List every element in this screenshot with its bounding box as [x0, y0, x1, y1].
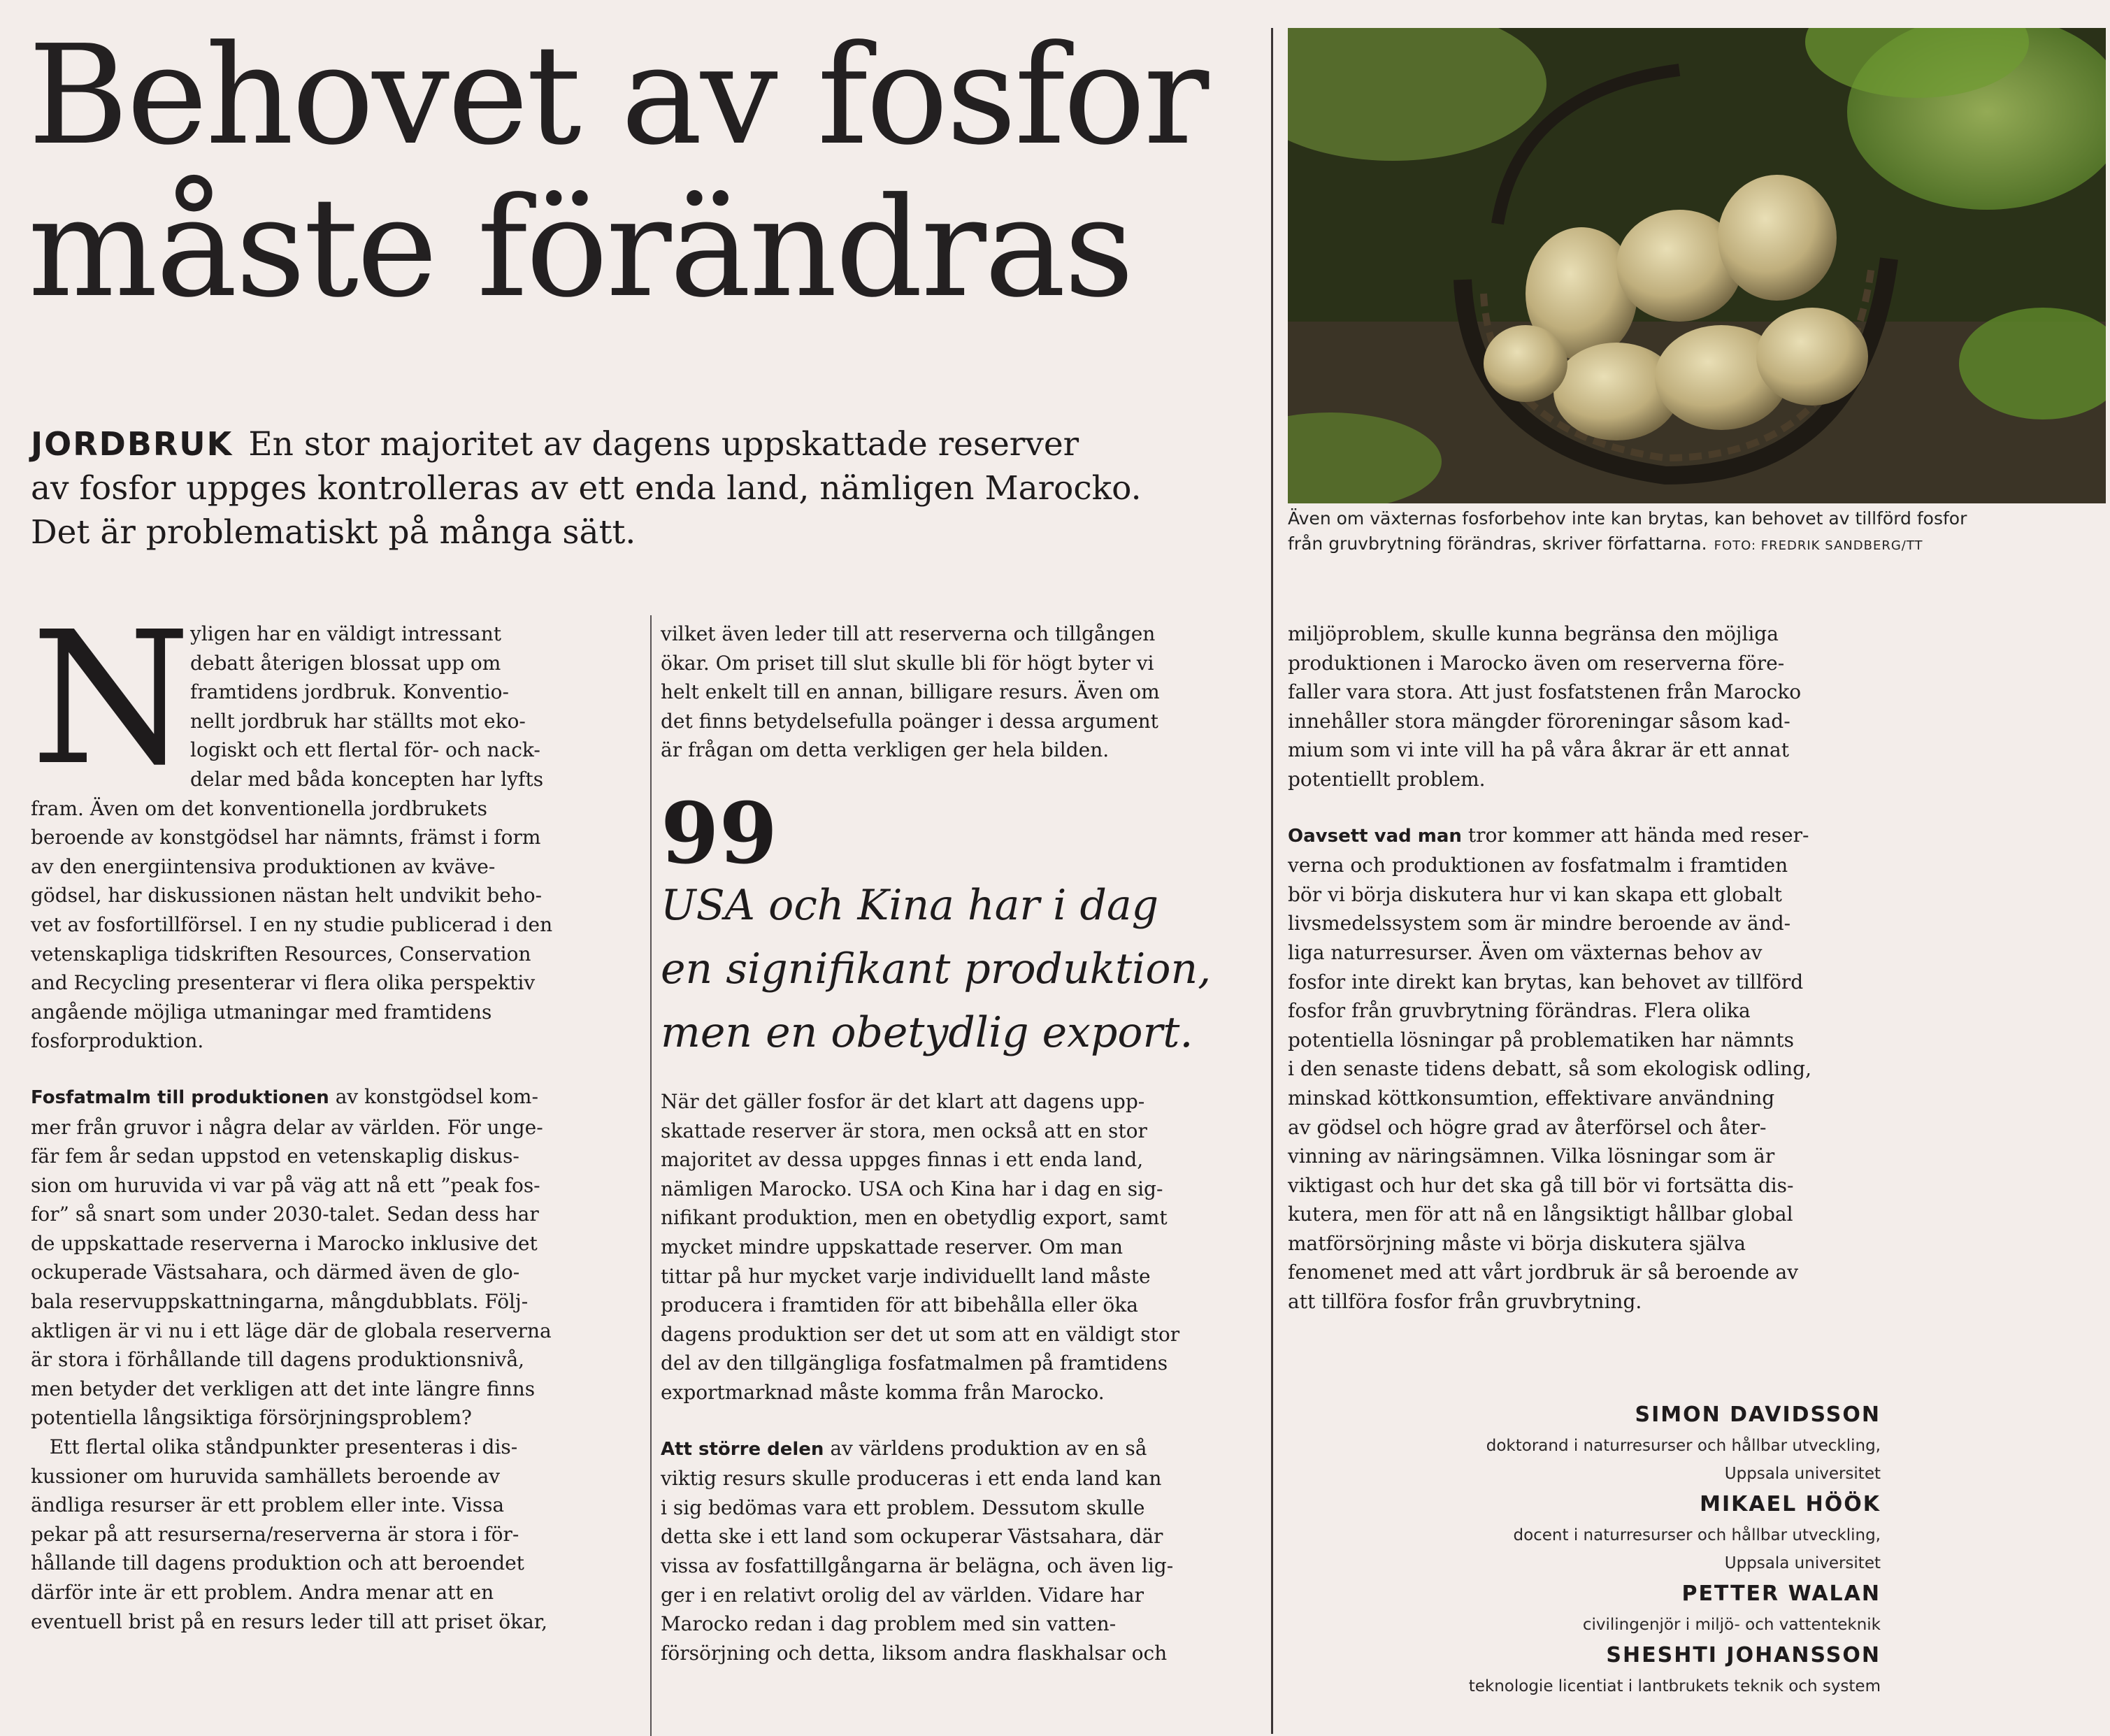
body-line: produktionen i Marocko även om reserverna före- — [1288, 651, 1785, 675]
body-line: producera i framtiden för att bibehålla eller öka — [661, 1293, 1138, 1317]
body-line: del av den tillgängliga fosfatmalmen på framtidens — [661, 1351, 1168, 1375]
body-line: ockuperade Västsahara, och därmed även de glo- — [31, 1261, 520, 1284]
body-line: bala reservuppskattningarna, mångdubblats. Följ- — [31, 1290, 529, 1314]
body-line: vissa av fosfattillgångarna är belägna, och även lig- — [661, 1554, 1174, 1577]
quote-line: USA och Kina har i dag — [661, 881, 1159, 930]
body-line: delar med båda koncepten har lyfts — [190, 767, 544, 791]
body-text: av konstgödsel kom- — [329, 1084, 538, 1108]
author-affiliation: Uppsala universitet — [1724, 1554, 1881, 1572]
body-line: kutera, men för att nå en långsiktigt hållbar global — [1288, 1203, 1793, 1226]
body-line: logiskt och ett flertal för- och nack- — [190, 738, 540, 762]
caption-line: Även om växternas fosforbehov inte kan brytas, kan behovet av tillförd fosfor — [1288, 508, 1967, 529]
body-line: kussioner om huruvida samhällets beroende av — [31, 1464, 501, 1488]
body-line: de uppskattade reserverna i Marocko inklusive det — [31, 1231, 538, 1255]
body-line: viktigast och hur det ska gå till bör vi fortsätta dis- — [1288, 1173, 1794, 1197]
pull-quote-mark: 99 — [661, 784, 777, 883]
body-line: and Recycling presenterar vi flera olika perspektiv — [31, 971, 536, 995]
body-line: fosfor inte direkt kan brytas, kan behovet av tillförd — [1288, 970, 1804, 993]
body-line — [1288, 821, 1903, 852]
body-line: dagens produktion ser det ut som att en väldigt stor — [661, 1322, 1180, 1346]
body-line — [661, 1434, 1262, 1465]
body-line: miljöproblem, skulle kunna begränsa den möjliga — [1288, 622, 1779, 645]
body-line: vilket även leder till att reserverna och tillgången — [661, 622, 1156, 645]
body-line: nifikant produktion, men en obetydlig export, samt — [661, 1206, 1168, 1230]
headline — [28, 16, 1272, 328]
body-line: av gödsel och högre grad av återförsel och åter- — [1288, 1115, 1767, 1139]
body-line: det finns betydelsefulla poänger i dessa argument — [661, 709, 1158, 733]
body-line: vinning av näringsämnen. Vilka lösningar som är — [1288, 1145, 1775, 1168]
body-line: nellt jordbruk har ställts mot eko- — [190, 709, 526, 733]
article-photo — [1288, 28, 2106, 503]
article-column-2-body — [661, 1087, 1262, 1667]
body-line: innehåller stora mängder föroreningar såsom kad- — [1288, 709, 1790, 733]
body-line: tittar på hur mycket varje individuellt land måste — [661, 1264, 1151, 1288]
body-line: När det gäller fosfor är det klart att dagens upp- — [661, 1090, 1145, 1113]
paragraph — [661, 1434, 1262, 1668]
body-line: att tillföra fosfor från gruvbrytning. — [1288, 1290, 1642, 1314]
article-column-2 — [661, 619, 1262, 765]
body-line: minskad köttkonsumtion, effektivare användning — [1288, 1086, 1775, 1110]
pull-quote — [661, 874, 1262, 1065]
author-name: SHESHTI JOHANSSON — [1606, 1643, 1881, 1667]
headline-line: måste förändras — [28, 168, 1133, 328]
article-column-1 — [31, 592, 632, 1636]
headline-line: Behovet av fosfor — [28, 16, 1207, 175]
caption-line — [1288, 531, 2106, 559]
ingress-line: Det är problematiskt på många sätt. — [31, 513, 636, 552]
body-line: nämligen Marocko. USA och Kina har i dag en sig- — [661, 1177, 1163, 1200]
photo-credit: FOTO: FREDRIK SANDBERG/TT — [1714, 538, 1923, 553]
paragraph — [661, 1087, 1262, 1407]
author-title: docent i naturresurser och hållbar utveckling, — [1513, 1526, 1881, 1544]
body-line: skattade reserver är stora, men också att en stor — [661, 1119, 1147, 1142]
paragraph — [1288, 619, 1903, 794]
paragraph — [1288, 821, 1903, 1317]
column-divider — [1271, 28, 1273, 1734]
author-title: doktorand i naturresurser och hållbar utveckling, — [1486, 1437, 1881, 1455]
ingress — [31, 422, 1233, 554]
body-line: men betyder det verkligen att det inte längre finns — [31, 1377, 536, 1400]
section-kicker: JORDBRUK — [31, 425, 234, 463]
body-line: gödsel, har diskussionen nästan helt undvikit beho- — [31, 884, 543, 908]
drop-cap: N — [31, 592, 192, 805]
body-line: fenomenet med att vårt jordbruk är så beroende av — [1288, 1261, 1799, 1284]
body-line: mium som vi inte vill ha på våra åkrar är ett annat — [1288, 738, 1789, 762]
body-line: fosfor från gruvbrytning förändras. Flera olika — [1288, 999, 1751, 1023]
body-line: fär fem år sedan uppstod en vetenskaplig diskus- — [31, 1145, 519, 1168]
body-line: viktig resurs skulle produceras i ett enda land kan — [661, 1467, 1162, 1491]
body-line: av den energiintensiva produktionen av kväve- — [31, 854, 496, 878]
paragraph-lead: Oavsett vad man — [1288, 825, 1462, 847]
paragraph — [31, 1082, 632, 1636]
body-line: i sig bedömas vara ett problem. Dessutom skulle — [661, 1495, 1145, 1519]
body-line: vetenskapliga tidskriften Resources, Conservation — [31, 942, 531, 966]
body-line: exportmarknad måste komma från Marocko. — [661, 1380, 1105, 1404]
body-line: Marocko redan i dag problem med sin vatten- — [661, 1612, 1117, 1636]
body-line: mer från gruvor i några delar av världen. För unge- — [31, 1115, 543, 1139]
body-line: debatt återigen blossat upp om — [190, 651, 501, 675]
body-line: försörjning och detta, liksom andra flaskhalsar och — [661, 1641, 1168, 1665]
quote-line: men en obetydlig export. — [661, 1008, 1193, 1057]
ingress-line: av fosfor uppges kontrolleras av ett enda land, nämligen Marocko. — [31, 469, 1142, 508]
photo-caption — [1288, 506, 2106, 559]
body-line: bör vi börja diskutera hur vi kan skapa ett globalt — [1288, 882, 1782, 906]
body-line: for” så snart som under 2030-talet. Sedan dess har — [31, 1203, 539, 1226]
author-signature — [1286, 1577, 1881, 1639]
body-line: aktligen är vi nu i ett läge där de globala reserverna — [31, 1319, 552, 1342]
body-line: pekar på att resurserna/reserverna är stora i för- — [31, 1522, 519, 1546]
body-line: ger i en relativt orolig del av världen. Vidare har — [661, 1583, 1144, 1607]
body-line: ändliga resurser är ett problem eller inte. Vissa — [31, 1493, 505, 1517]
paragraph — [31, 794, 632, 1056]
body-line: potentiella lösningar på problematiken har nämnts — [1288, 1028, 1795, 1052]
paragraph-gap — [1288, 794, 1903, 821]
body-line: potentiella långsiktiga försörjningsproblem? — [31, 1406, 472, 1430]
body-line: fram. Även om det konventionella jordbrukets — [31, 796, 487, 820]
body-line: angående möjliga utmaningar med framtidens — [31, 1000, 492, 1024]
body-line: livsmedelssystem som är mindre beroende av änd- — [1288, 912, 1791, 935]
dropcap-block — [31, 592, 632, 805]
body-line: matförsörjning måste vi börja diskutera själva — [1288, 1231, 1746, 1255]
body-line: fosforproduktion. — [31, 1029, 204, 1053]
body-line: liga naturresurser. Även om växternas behov av — [1288, 940, 1763, 964]
body-text: tror kommer att hända med reser- — [1461, 823, 1809, 847]
body-line: mycket mindre uppskattade reserver. Om man — [661, 1235, 1124, 1258]
column-divider — [650, 615, 652, 1736]
body-line: detta ske i ett land som ockuperar Västsahara, där — [661, 1525, 1163, 1549]
body-line: yligen har en väldigt intressant — [190, 622, 502, 645]
body-line: majoritet av dessa uppges finnas i ett enda land, — [661, 1148, 1144, 1172]
paragraph-lead: Att större delen — [661, 1438, 824, 1460]
quote-line: en signifikant produktion, — [661, 945, 1212, 993]
body-line: ökar. Om priset till slut skulle bli för högt byter vi — [661, 651, 1154, 675]
body-line: beroende av konstgödsel har nämnts, främst i form — [31, 826, 541, 849]
body-line: verna och produktionen av fosfatmalm i framtiden — [1288, 854, 1788, 877]
caption-text: från gruvbrytning förändras, skriver författarna. — [1288, 533, 1707, 554]
paragraph-lead: Fosfatmalm till produktionen — [31, 1086, 329, 1108]
body-line: vet av fosfortillförsel. I en ny studie publicerad i den — [31, 912, 553, 936]
body-line: faller vara stora. Att just fosfatstenen från Marocko — [1288, 680, 1802, 704]
body-line: framtidens jordbruk. Konventio- — [190, 680, 509, 704]
author-title: teknologie licentiat i lantbrukets teknik och system — [1468, 1677, 1881, 1695]
author-name: MIKAEL HÖÖK — [1700, 1492, 1881, 1516]
paragraph-gap — [661, 1407, 1262, 1434]
paragraph-gap — [31, 1056, 632, 1082]
author-name: SIMON DAVIDSSON — [1635, 1403, 1881, 1427]
body-line: eventuell brist på en resurs leder till att priset ökar, — [31, 1609, 547, 1633]
body-line: Ett flertal olika ståndpunkter presenteras i dis- — [31, 1435, 518, 1459]
author-signature — [1286, 1488, 1881, 1577]
body-line — [31, 1082, 632, 1113]
author-affiliation: Uppsala universitet — [1724, 1465, 1881, 1483]
author-name: PETTER WALAN — [1681, 1581, 1881, 1606]
potato-basket-illustration — [1288, 28, 2106, 503]
body-line: hållande till dagens produktion och att beroendet — [31, 1551, 524, 1575]
ingress-text: En stor majoritet av dagens uppskattade reserver — [248, 425, 1079, 464]
body-line: i den senaste tidens debatt, så som ekologisk odling, — [1288, 1057, 1811, 1081]
ingress-line — [31, 422, 1233, 466]
body-text: av världens produktion av en så — [824, 1436, 1147, 1460]
body-line: potentiellt problem. — [1288, 767, 1486, 791]
body-line: helt enkelt till en annan, billigare resurs. Även om — [661, 680, 1160, 704]
author-signature — [1286, 1398, 1881, 1488]
body-line: är stora i förhållande till dagens produktionsnivå, — [31, 1348, 525, 1372]
body-line: sion om huruvida vi var på väg att nå ett ”peak fos- — [31, 1173, 540, 1197]
body-line: därför inte är ett problem. Andra menar att en — [31, 1581, 494, 1604]
author-title: civilingenjör i miljö- och vattenteknik — [1582, 1616, 1881, 1634]
author-signature — [1286, 1639, 1881, 1700]
body-line: är frågan om detta verkligen ger hela bilden. — [661, 738, 1110, 762]
article-column-3 — [1288, 619, 1903, 1317]
